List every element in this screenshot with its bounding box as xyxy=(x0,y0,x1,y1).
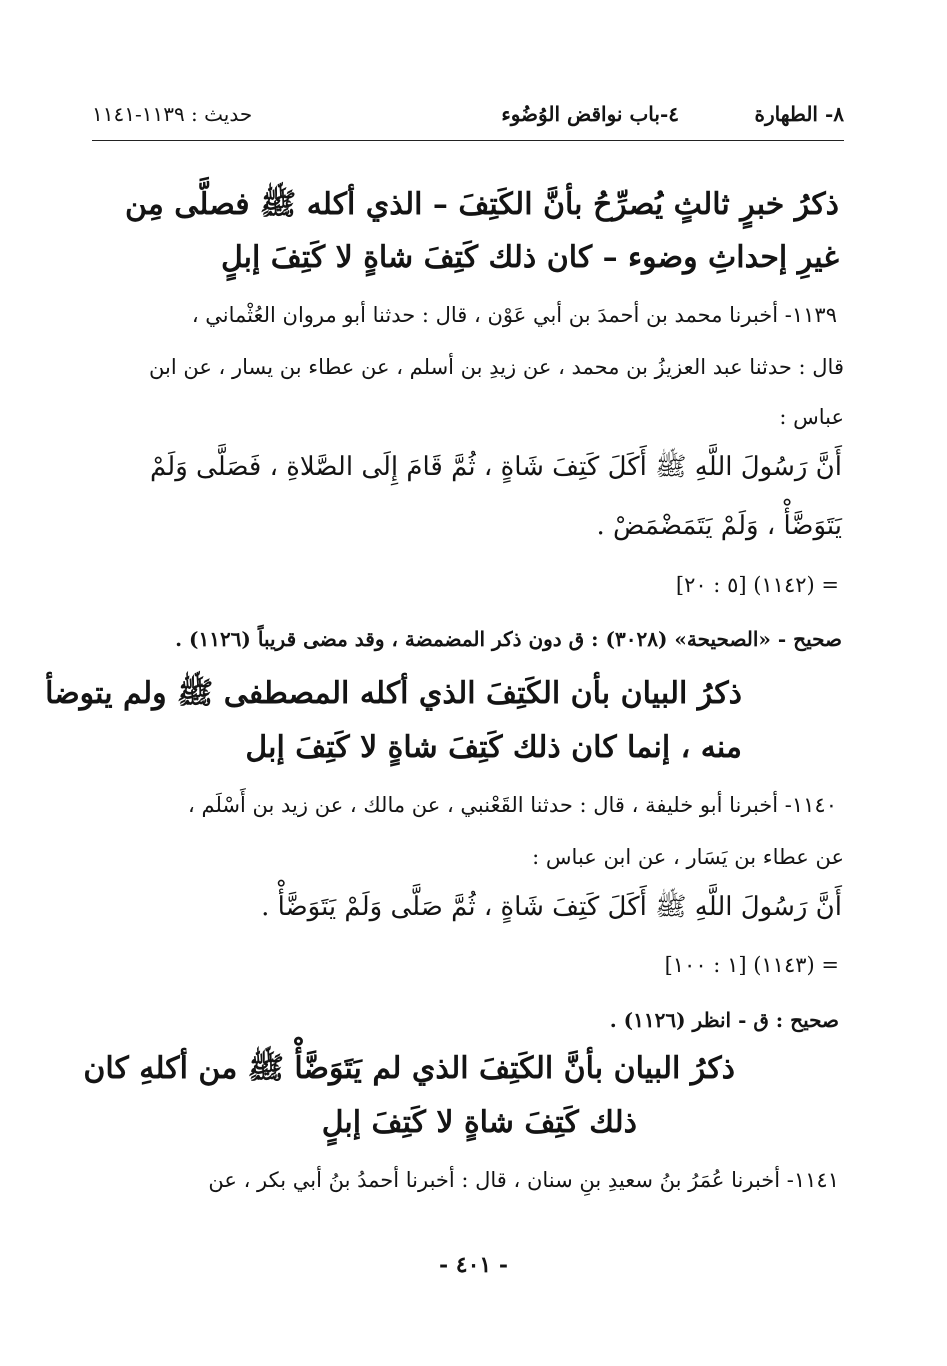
hadith-range: حديث : ١١٣٩-١١٤١ xyxy=(92,102,253,126)
grading-note: صحيح : ق - انظر (١١٢٦) . xyxy=(609,1008,839,1032)
heading-line: ذلك كَتِفَ شاةٍ لا كَتِفَ إبلٍ xyxy=(321,1105,637,1140)
running-header xyxy=(92,96,844,132)
text-line: ١١٣٩- أخبرنا محمد بن أحمدَ بن أبي عَوْن ، قال : حدثنا أبو مروان العُثْماني ، xyxy=(191,303,837,327)
hadith-text: أَنَّ رَسُولَ اللَّهِ ﷺ أَكَلَ كَتِفَ شَاةٍ ، ثُمَّ صَلَّى وَلَمْ يَتَوَضَّأْ . xyxy=(261,892,842,922)
section-title: ٤-باب نواقض الوُضُوء xyxy=(501,102,679,126)
chapter-title: ٨- الطهارة xyxy=(754,102,844,126)
heading-line: منه ، إنما كان ذلك كَتِفَ شاةٍ لا كَتِفَ إبل xyxy=(245,730,742,765)
heading-line: ذكرُ البيان بأن الكَتِفَ الذي أكله المصطفى ﷺ ولم يتوضأ xyxy=(45,676,742,711)
header-divider xyxy=(92,140,844,141)
text-line: قال : حدثنا عبد العزيزُ بن محمد ، عن زيدِ بن أسلم ، عن عطاء بن يسار ، عن ابن xyxy=(149,355,844,379)
hadith-text: أَنَّ رَسُولَ اللَّهِ ﷺ أَكَلَ كَتِفَ شَاةٍ ، ثُمَّ قَامَ إِلَى الصَّلاةِ ، فَصَلَّى وَلَمْ xyxy=(150,452,842,482)
text-line: ١١٤٠- أخبرنا أبو خليفة ، قال : حدثنا القَعْنبي ، عن مالك ، عن زيد بن أَسْلَم ، xyxy=(188,793,837,817)
cross-reference: = (١١٤٢) [٥ : ٢٠] xyxy=(675,573,839,597)
text-line: عن عطاء بن يَسَار ، عن ابن عباس : xyxy=(532,845,844,869)
heading-line: ذكرُ البيان بأنَّ الكَتِفَ الذي لم يَتَوَضَّأْ ﷺ من أكلهِ كان xyxy=(83,1051,735,1086)
cross-reference: = (١١٤٣) [١ : ١٠٠] xyxy=(664,953,839,977)
heading-line: غيرِ إحداثِ وضوء – كان ذلك كَتِفَ شاةٍ لا كَتِفَ إبلٍ xyxy=(220,240,839,275)
heading-line: ذكرُ خبرٍ ثالثٍ يُصرِّحُ بأنَّ الكَتِفَ – الذي أكله ﷺ فصلَّى مِن xyxy=(124,187,839,222)
text-line: ١١٤١- أخبرنا عُمَرُ بنُ سعيدِ بنِ سنان ، قال : أخبرنا أحمدُ بنُ أبي بكر ، عن xyxy=(208,1168,839,1192)
page-number: - ٤٠١ - xyxy=(438,1252,509,1278)
text-line: عباس : xyxy=(779,405,844,429)
hadith-text: يَتَوَضَّأْ ، وَلَمْ يَتَمَضْمَضْ . xyxy=(596,511,842,541)
grading-note: صحيح - «الصحيحة» (٣٠٢٨) : ق دون ذكر المضمضة ، وقد مضى قريباً (١١٢٦) . xyxy=(175,627,842,651)
